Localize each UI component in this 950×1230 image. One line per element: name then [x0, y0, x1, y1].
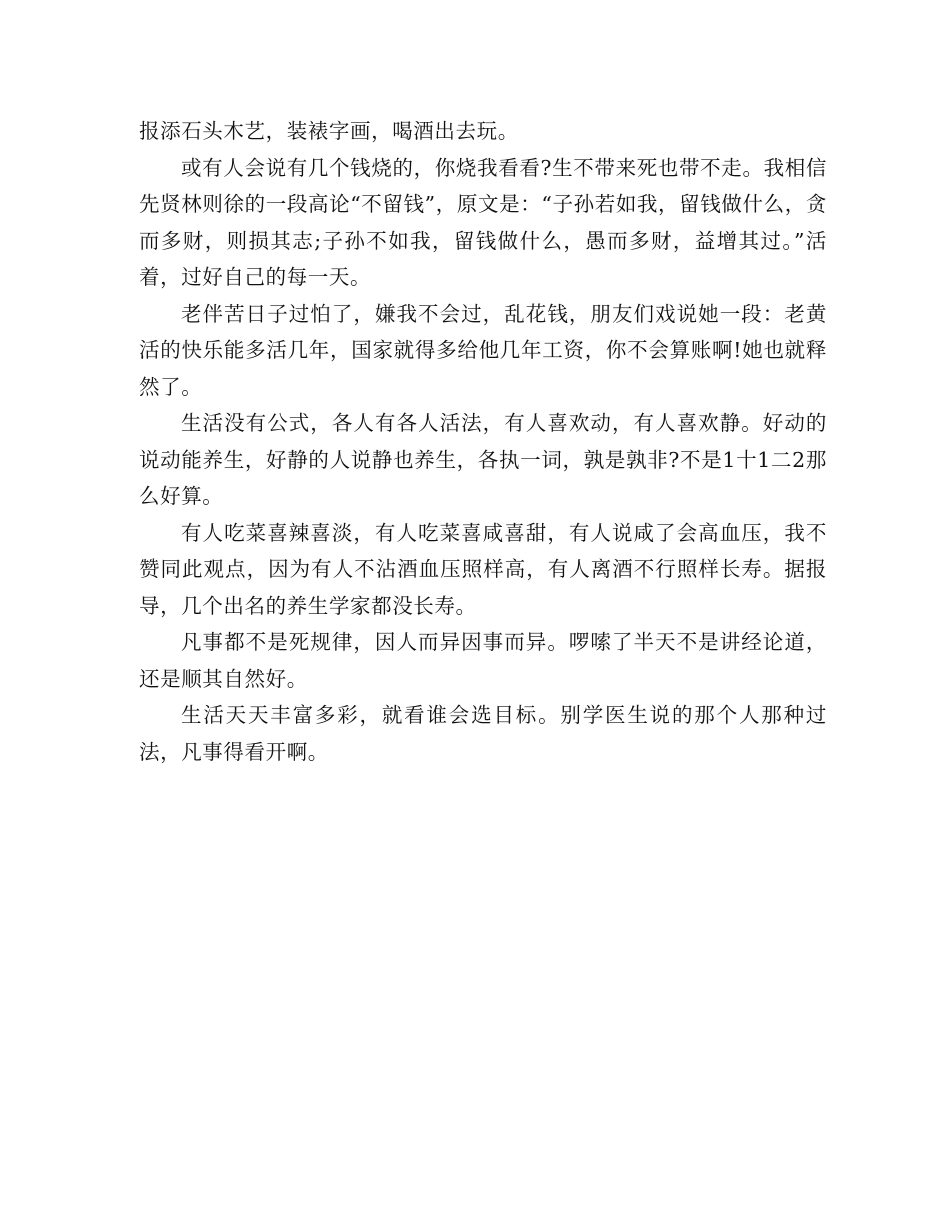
paragraph-continuation: 报添石头木艺，装裱字画，喝酒出去玩。: [139, 119, 519, 143]
paragraph: 有人吃菜喜辣喜淡，有人吃菜喜咸喜甜，有人说咸了会高血压，我不赞同此观点，因为有人不沾酒血压照样高，有人离酒不行照样长寿。据报导，几个出名的养生学家都没长寿。: [139, 520, 827, 618]
paragraph: 老伴苦日子过怕了，嫌我不会过，乱花钱，朋友们戏说她一段：老黄活的快乐能多活几年，国家就得多给他几年工资，你不会算账啊!她也就释然了。: [139, 301, 827, 399]
paragraph: 生活没有公式，各人有各人活法，有人喜欢动，有人喜欢静。好动的说动能养生，好静的人说静也养生，各执一词，孰是孰非?不是1十1二2那么好算。: [139, 411, 827, 508]
paragraph: 生活天天丰富多彩，就看谁会选目标。别学医生说的那个人那种过法，凡事得看开啊。: [139, 703, 827, 764]
paragraph: 凡事都不是死规律，因人而异因事而异。啰嗦了半天不是讲经论道，还是顺其自然好。: [139, 630, 827, 691]
document-body: [139, 113, 827, 770]
paragraph: 或有人会说有几个钱烧的，你烧我看看?生不带来死也带不走。我相信先贤林则徐的一段高论“不留钱”，原文是：“子孙若如我，留钱做什么，贪而多财，则损其志;子孙不如我，留钱做什么，愚而多财，益增其过。”活着，过好自己的每一天。: [139, 155, 827, 289]
